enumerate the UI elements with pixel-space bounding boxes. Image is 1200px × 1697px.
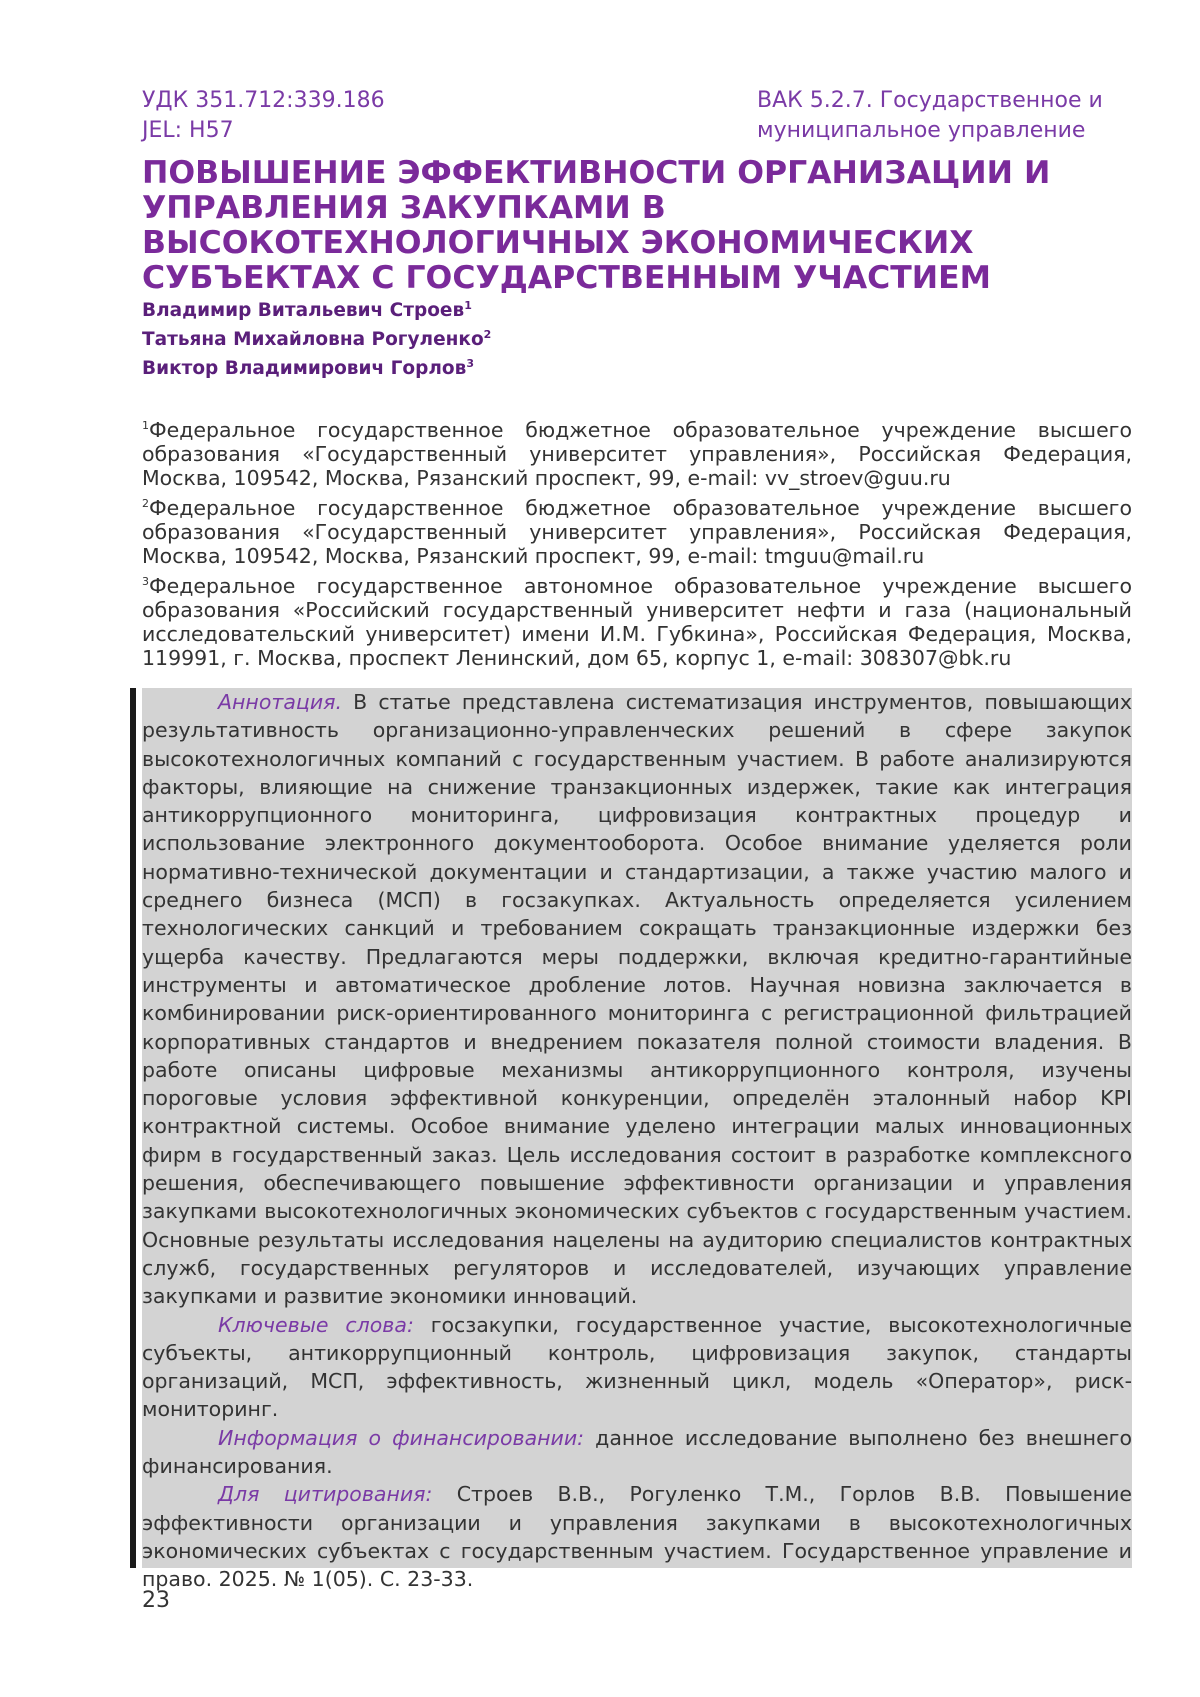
affiliation-3	[142, 570, 1132, 670]
author-name: Владимир Витальевич Строев	[142, 300, 465, 322]
funding-body: данное исследование выполнено без внешнего финансирования.	[142, 1425, 1132, 1479]
author-sup: 3	[466, 357, 474, 370]
affiliation-text: Федеральное государственное бюджетное образовательное учреждение высшего образования «Государственный университет управления», Российская Федерация, Москва, 109542, Москва, Рязанский проспект, 99, e-mail: tmguu@mail.ru	[142, 495, 1132, 568]
abstract-label: Аннотация.	[218, 690, 343, 714]
funding-paragraph	[142, 1424, 1132, 1481]
affiliation-text: Федеральное государственное бюджетное образовательное учреждение высшего образования «Государственный университет управления», Российская Федерация, Москва, 109542, Москва, Рязанский проспект, 99, e-mail: vv_stroev@guu.ru	[142, 417, 1132, 490]
keywords-body: госзакупки, государственное участие, высокотехнологичные субъекты, антикоррупционный контроль, цифровизация закупок, стандарты организаций, МСП, эффективность, жизненный цикл, модель «Оператор», риск-мониторинг.	[142, 1312, 1132, 1422]
author-name: Виктор Владимирович Горлов	[142, 358, 467, 380]
jel-code: JEL: H57	[142, 118, 234, 143]
page-number: 23	[142, 1588, 170, 1613]
author-sup: 1	[464, 299, 472, 312]
abstract-block	[142, 688, 1132, 1594]
affiliation-sup: 2	[142, 497, 149, 510]
affiliation-2	[142, 492, 1132, 568]
affiliation-text: Федеральное государственное автономное образовательное учреждение высшего образования «Российский государственный университет нефти и газа (национальный исследовательский университет) имени И.М. Губкина», Российская Федерация, Москва, 119991, г. Москва, проспект Ленинский, дом 65, корпус 1, e-mail: 308307@bk.ru	[142, 573, 1132, 670]
affiliation-sup: 1	[142, 419, 149, 432]
affiliation-sup: 3	[142, 575, 149, 588]
abstract-paragraph	[142, 688, 1132, 1311]
vak-specialty	[757, 86, 1103, 146]
vak-line-1: ВАК 5.2.7. Государственное и	[757, 88, 1103, 113]
author-3	[142, 350, 474, 383]
keywords-paragraph	[142, 1311, 1132, 1424]
citation-label: Для цитирования:	[218, 1482, 433, 1507]
author-name: Татьяна Михайловна Рогуленко	[142, 329, 484, 351]
article-title: ПОВЫШЕНИЕ ЭФФЕКТИВНОСТИ ОРГАНИЗАЦИИ И УПРАВЛЕНИЯ ЗАКУПКАМИ В ВЫСОКОТЕХНОЛОГИЧНЫХ ЭКОНОМИЧЕСКИХ СУБЪЕКТАХ С ГОСУДАРСТВЕННЫМ УЧАСТИЕМ	[142, 155, 1051, 296]
author-sup: 2	[483, 328, 492, 341]
udk-code: УДК 351.712:339.186	[142, 88, 385, 113]
vak-line-2: муниципальное управление	[757, 118, 1086, 143]
abstract-body: В статье представлена систематизация инструментов, повышающих результативность организационно-управленческих решений в сфере закупок высокотехнологичных компаний с государственным участием. В работе анализируются факторы, влияющие на снижение транзакционных издержек, такие как интеграция антикоррупционного мониторинга, цифровизация контрактных процедур и использование электронного документооборота. Особое внимание уделяется роли нормативно-технической документации и стандартизации, а также участию малого и среднего бизнеса (МСП) в госзакупках. Актуальность определяется усилением технологических санкций и требованием сокращать транзакционные издержки без ущерба качеству. Предлагаются меры поддержки, включая кредитно-гарантийные инструменты и автоматическое дробление лотов. Научная новизна заключается в комбинировании риск-ориентированного мониторинга с регистрационной фильтрацией корпоративных стандартов и внедрением показателя полной стоимости владения. В работе описаны цифровые механизмы антикоррупционного контроля, изучены пороговые условия эффективной конкуренции, определён эталонный набор KPI контрактной системы. Особое внимание уделено интеграции малых инновационных фирм в государственный заказ. Цель исследования состоит в разработке комплексного решения, обеспечивающего повышение эффективности организации и управления закупками высокотехнологичных экономических субъектов с государственным участием. Основные результаты исследования нацелены на аудиторию специалистов контрактных служб, государственных регуляторов и исследователей, изучающих управление закупками и развитие экономики инноваций.	[142, 690, 1132, 1309]
keywords-label: Ключевые слова:	[218, 1312, 414, 1337]
classification-codes	[142, 86, 385, 146]
abstract-left-rule	[130, 688, 136, 1568]
affiliation-1	[142, 414, 1132, 490]
citation-paragraph	[142, 1480, 1132, 1593]
funding-label: Информация о финансировании:	[218, 1425, 585, 1450]
citation-body: Строев В.В., Рогуленко Т.М., Горлов В.В. Повышение эффективности организации и управления закупками в высокотехнологичных экономических субъектах с государственным участием. Государственное управление и право. 2025. № 1(05). С. 23-33.	[142, 1482, 1133, 1592]
